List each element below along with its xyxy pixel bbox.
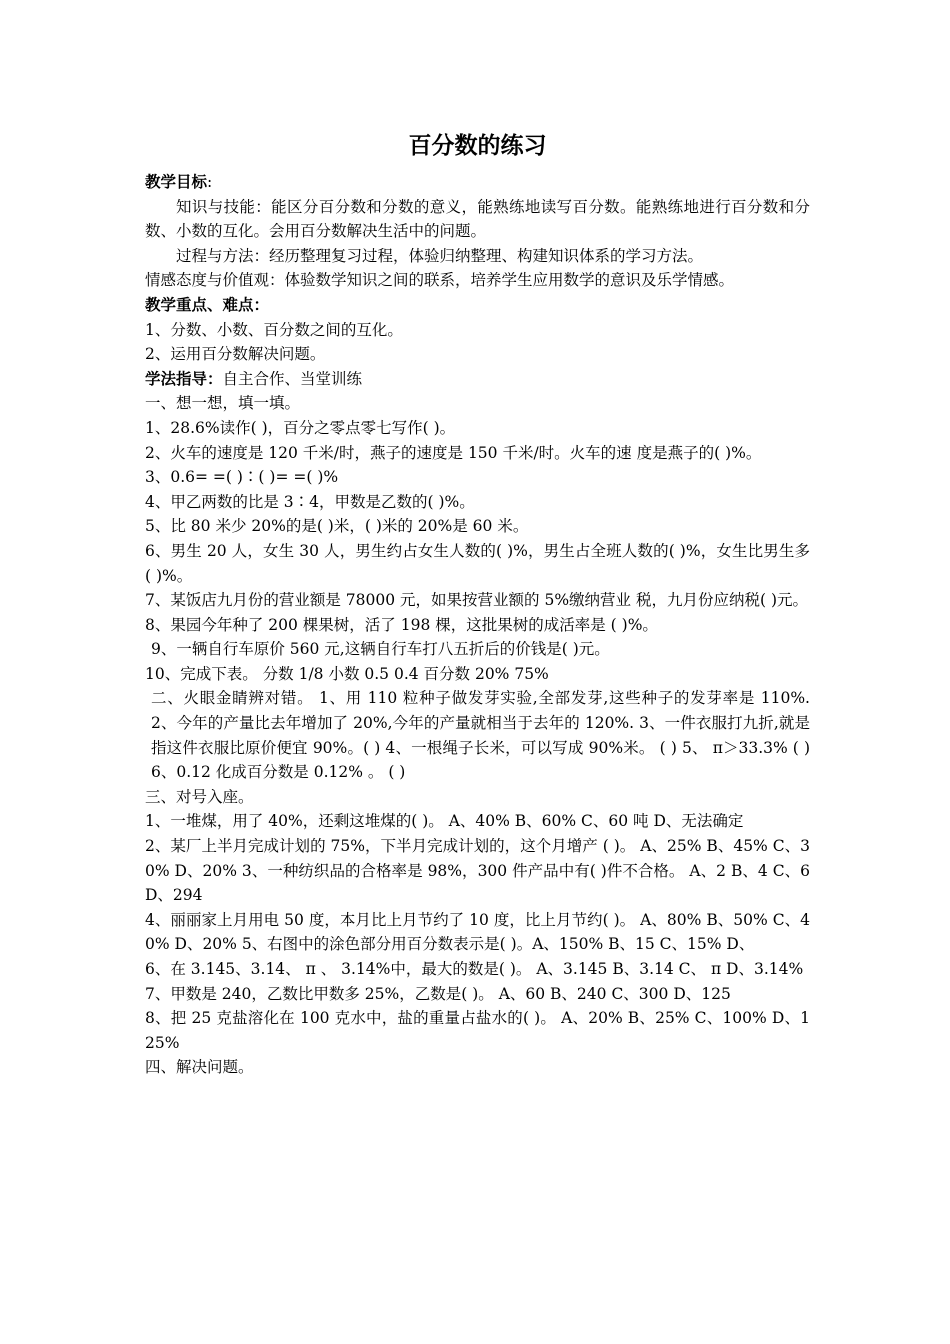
document-page xyxy=(145,128,810,1080)
section1-item: 3、0.6= =( )∶( )= =( )% xyxy=(145,468,339,487)
method-text: 自主合作、当堂训练 xyxy=(222,369,363,388)
section3-item: 6、在 3.145、3.14、 π 、 3.14%中，最大的数是( )。 A、3.145 B、3.14 C、 π D、3.14% xyxy=(145,960,804,978)
document-title: 百分数的练习 xyxy=(408,133,547,159)
section3-heading: 三、对号入座。 xyxy=(145,787,254,806)
section1-item: 1、28.6%读作( )，百分之零点零七写作( )。 xyxy=(145,418,456,437)
section3-item: 8、把 25 克盐溶化在 100 克水中，盐的重量占盐水的( )。 A、20% B、25% C、100% D、125% xyxy=(145,1009,810,1052)
objectives-heading-line xyxy=(145,170,810,195)
section3-item: 2、某厂上半月完成计划的 75%，下半月完成计划的，这个月增产 ( )。 A、25% B、45% C、30% D、20% 3、一种纺织品的合格率是 98%，300 件产品中有( )件不合格。 A、2 B、4 C、6 D、294 xyxy=(145,837,810,905)
method-line xyxy=(145,367,810,392)
section1-item: 5、比 80 米少 20%的是( )米，( )米的 20%是 60 米。 xyxy=(145,517,529,536)
section1-heading: 一、想一想，填一填。 xyxy=(145,394,301,413)
section2-true-false: 二、火眼金睛辨对错。 1、用 110 粒种子做发芽实验,全部发芽,这些种子的发芽率是 110%. 2、今年的产量比去年增加了 20%,今年的产量就相当于去年的 120%. 3、一件衣服打九折,就是指这件衣服比原价便宜 90%。( ) 4、一根绳子长米，可以写成 90%米。 ( ) 5、 π＞33.3% ( ) 6、0.12 化成百分数是 0.12% 。 ( ) xyxy=(151,689,810,782)
objectives-colon: : xyxy=(207,173,213,191)
section3-item: 7、甲数是 240，乙数比甲数多 25%，乙数是( )。 A、60 B、240 C、300 D、125 xyxy=(145,984,731,1003)
section1-item: 7、某饭店九月份的营业额是 78000 元，如果按营业额的 5%缴纳营业 税，九月份应纳税( )元。 xyxy=(145,591,808,610)
section1-item: 8、果园今年种了 200 棵果树，活了 198 棵，这批果树的成活率是 ( )%。 xyxy=(145,615,658,634)
section3-item: 1、一堆煤，用了 40%，还剩这堆煤的( )。 A、40% B、60% C、60 吨 D、无法确定 xyxy=(145,812,744,831)
section1-item: 6、男生 20 人，女生 30 人，男生约占女生人数的( )%，男生占全班人数的( )%，女生比男生多( )%。 xyxy=(145,541,810,585)
key-points-heading: 教学重点、难点： xyxy=(145,295,270,314)
method-label: 学法指导： xyxy=(145,369,223,388)
objective-process: 过程与方法：经历整理复习过程，体验归纳整理、构建知识体系的学习方法。 xyxy=(176,246,704,265)
objective-attitude: 情感态度与价值观：体验数学知识之间的联系，培养学生应用数学的意识及乐学情感。 xyxy=(145,271,735,290)
key-point-item: 1、分数、小数、百分数之间的互化。 xyxy=(145,320,403,339)
key-point-item: 2、运用百分数解决问题。 xyxy=(145,345,326,364)
section4-heading: 四、解决问题。 xyxy=(145,1058,254,1077)
section1-item: 4、甲乙两数的比是 3∶4，甲数是乙数的( )%。 xyxy=(145,492,475,511)
section1-item: 10、完成下表。 分数 1/8 小数 0.5 0.4 百分数 20% 75% xyxy=(145,664,549,683)
section1-item: 9、一辆自行车原价 560 元,这辆自行车打八五折后的价钱是( )元。 xyxy=(151,640,610,659)
objective-knowledge: 知识与技能：能区分百分数和分数的意义，能熟练地读写百分数。能熟练地进行百分数和分数、小数的互化。会用百分数解决生活中的问题。 xyxy=(145,197,810,241)
section1-item: 2、火车的速度是 120 千米/时，燕子的速度是 150 千米/时。火车的速 度是燕子的( )%。 xyxy=(145,443,762,462)
objectives-heading: 教学目标 xyxy=(145,173,208,191)
section3-item: 4、丽丽家上月用电 50 度，本月比上月节约了 10 度，比上月节约( )。 A、80% B、50% C、40% D、20% 5、右图中的涂色部分用百分数表示是( )。A、150% B、15 C、15% D、 xyxy=(145,910,810,954)
